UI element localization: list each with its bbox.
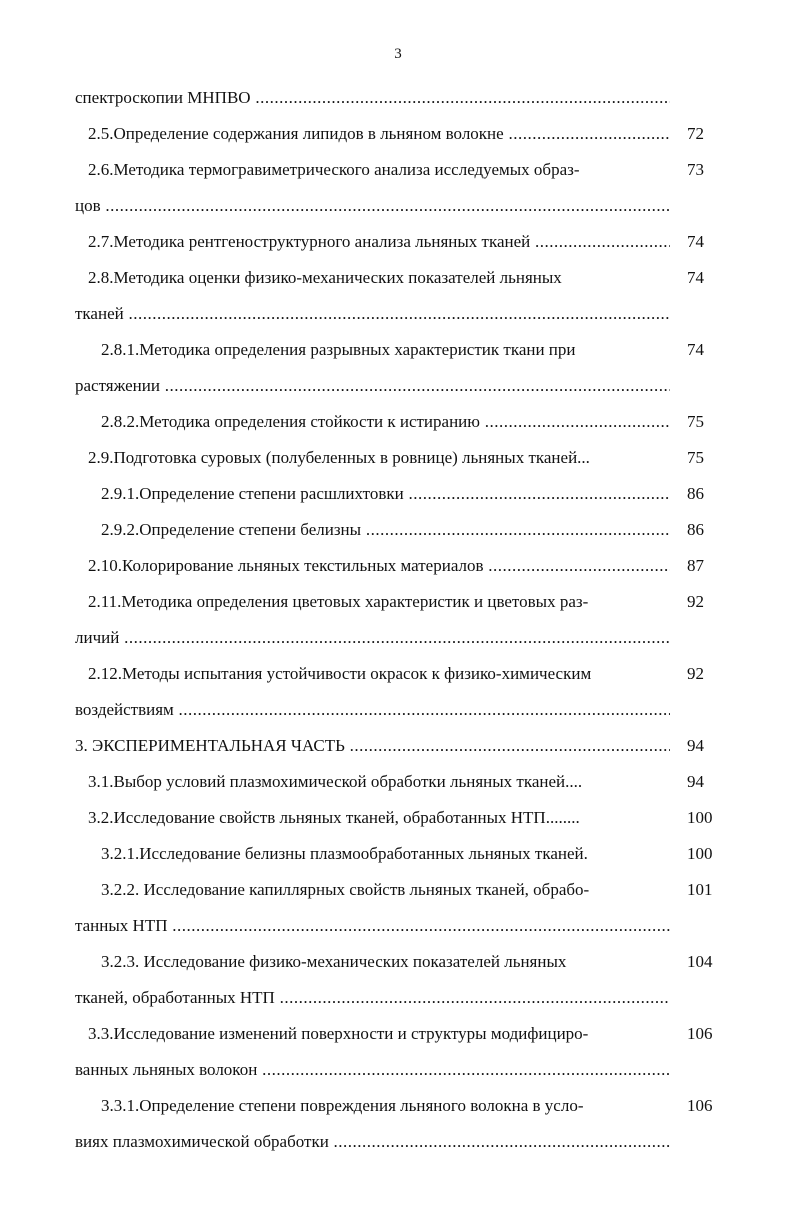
toc-line	[75, 224, 735, 260]
toc-line	[75, 1052, 735, 1088]
toc-entry-text: воздействиям .....	[75, 692, 670, 728]
toc-entry-text: ванных льняных волокон .....	[75, 1052, 670, 1088]
toc-line	[75, 116, 735, 152]
toc-line	[75, 944, 735, 980]
toc-line	[75, 764, 735, 800]
toc-entry-text: 3.1.Выбор условий плазмохимической обработки льняных тканей....	[88, 772, 583, 791]
toc-page-number: 104	[687, 952, 713, 971]
toc-entry-text: 2.9.2.Определение степени белизны .....	[101, 512, 670, 548]
toc-entry	[75, 404, 735, 440]
toc-line	[75, 620, 735, 656]
toc-entry-text: личий .....	[75, 620, 670, 656]
toc-line	[75, 980, 735, 1016]
toc-line	[75, 800, 735, 836]
toc-entry-text: 3. ЭКСПЕРИМЕНТАЛЬНАЯ ЧАСТЬ .....	[75, 728, 670, 764]
toc-entry	[75, 872, 735, 944]
toc-page-number: 100	[687, 808, 713, 827]
toc-page-number: 72	[687, 124, 704, 143]
toc-line	[75, 692, 735, 728]
toc-entry	[75, 1016, 735, 1088]
toc-page-number: 73	[687, 160, 704, 179]
toc-entry-text: 3.3.1.Определение степени повреждения льняного волокна в усло-	[101, 1096, 584, 1115]
toc-page-number: 94	[687, 772, 704, 791]
toc-page-number: 94	[687, 736, 704, 755]
toc-entry-text: 2.6.Методика термогравиметрического анализа исследуемых образ-	[88, 160, 580, 179]
toc-entry	[75, 764, 735, 800]
toc-line	[75, 836, 735, 872]
toc-page-number: 74	[687, 340, 704, 359]
toc-entry	[75, 476, 735, 512]
toc-line	[75, 584, 735, 620]
toc-page-number: 101	[687, 880, 713, 899]
toc-page-number: 74	[687, 268, 704, 287]
page-number: 3	[394, 46, 402, 62]
toc-line	[75, 548, 735, 584]
toc-line	[75, 872, 735, 908]
toc-entry-text: 2.11.Методика определения цветовых характеристик и цветовых раз-	[88, 592, 589, 611]
toc-line	[75, 296, 735, 332]
toc-entry	[75, 584, 735, 656]
toc-page-number: 75	[687, 412, 704, 431]
toc-entry-text: 2.9.Подготовка суровых (полубеленных в ровнице) льняных тканей...	[88, 448, 590, 467]
toc-line	[75, 1016, 735, 1052]
toc-entry-text: 2.12.Методы испытания устойчивости окрасок к физико-химическим	[88, 664, 592, 683]
toc-page-number: 92	[687, 592, 704, 611]
toc-entry-text: цов .....	[75, 188, 670, 224]
toc-entry	[75, 260, 735, 332]
toc-entry-text: 2.7.Методика рентгеноструктурного анализа льняных тканей .....	[88, 224, 670, 260]
toc-line	[75, 332, 735, 368]
toc-entry-text: 2.8.Методика оценки физико-механических показателей льняных	[88, 268, 562, 287]
toc-line	[75, 908, 735, 944]
toc-entry-text: тканей, обработанных НТП .....	[75, 980, 670, 1016]
toc-line	[75, 80, 735, 116]
toc-entry-text: 3.3.Исследование изменений поверхности и структуры модифициро-	[88, 1024, 589, 1043]
toc-entry-text: 2.9.1.Определение степени расшлихтовки .....	[101, 476, 670, 512]
toc-entry-text: 3.2.2. Исследование капиллярных свойств льняных тканей, обрабо-	[101, 880, 590, 899]
toc-entry	[75, 512, 735, 548]
toc-entry-text: 2.8.2.Методика определения стойкости к истиранию .....	[101, 404, 670, 440]
toc-page-number: 74	[687, 232, 704, 251]
toc-entry	[75, 152, 735, 224]
table-of-contents	[75, 80, 735, 1160]
toc-page-number: 86	[687, 520, 704, 539]
toc-line	[75, 260, 735, 296]
toc-page-number: 100	[687, 844, 713, 863]
toc-line	[75, 368, 735, 404]
toc-entry-text: спектроскопии МНПВО .....	[75, 80, 670, 116]
toc-line	[75, 1124, 735, 1160]
toc-entry	[75, 800, 735, 836]
toc-entry-text: растяжении .....	[75, 368, 670, 404]
toc-entry-text: 3.2.3. Исследование физико-механических показателей льняных	[101, 952, 567, 971]
toc-entry	[75, 728, 735, 764]
toc-page-number: 87	[687, 556, 704, 575]
toc-entry-text: виях плазмохимической обработки .....	[75, 1124, 670, 1160]
toc-entry	[75, 836, 735, 872]
toc-line	[75, 440, 735, 476]
toc-page-number: 92	[687, 664, 704, 683]
toc-entry	[75, 116, 735, 152]
toc-entry	[75, 1088, 735, 1160]
toc-line	[75, 1088, 735, 1124]
toc-entry-text: 2.5.Определение содержания липидов в льняном волокне .....	[88, 116, 670, 152]
toc-line	[75, 152, 735, 188]
toc-line	[75, 728, 735, 764]
toc-entry-text: 2.8.1.Методика определения разрывных характеристик ткани при	[101, 340, 576, 359]
toc-line	[75, 512, 735, 548]
toc-entry	[75, 944, 735, 1016]
toc-page-number: 86	[687, 484, 704, 503]
toc-page-number: 106	[687, 1024, 713, 1043]
toc-entry	[75, 80, 735, 116]
toc-line	[75, 404, 735, 440]
toc-entry-text: 3.2.Исследование свойств льняных тканей, обработанных НТП........	[88, 808, 580, 827]
toc-entry-text: 3.2.1.Исследование белизны плазмообработанных льняных тканей.	[101, 844, 588, 863]
toc-page-number: 75	[687, 448, 704, 467]
toc-entry	[75, 224, 735, 260]
toc-page-number: 106	[687, 1096, 713, 1115]
toc-line	[75, 476, 735, 512]
toc-entry-text: тканей .....	[75, 296, 670, 332]
toc-entry	[75, 440, 735, 476]
toc-entry	[75, 656, 735, 728]
toc-entry	[75, 332, 735, 404]
toc-entry-text: танных НТП .....	[75, 908, 670, 944]
toc-entry-text: 2.10.Колорирование льняных текстильных материалов .....	[88, 548, 670, 584]
toc-line	[75, 188, 735, 224]
toc-line	[75, 656, 735, 692]
toc-entry	[75, 548, 735, 584]
